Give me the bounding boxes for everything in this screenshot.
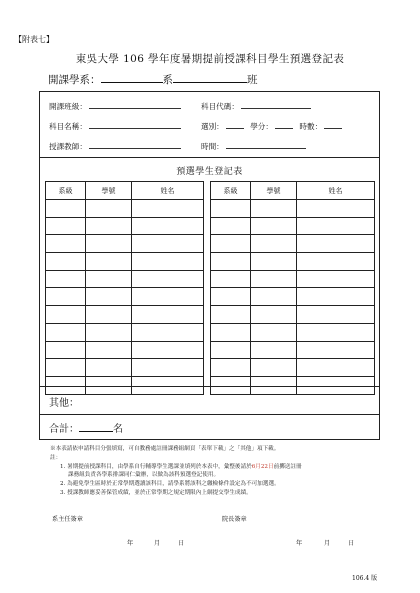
course-name-label: 科目名稱： <box>49 122 87 131</box>
entry-cell[interactable] <box>46 270 86 288</box>
note-item-1-text: 1. 暑期提前授課科目，由學系自行輔導學生選課並填列於本表中，彙整後請於 <box>60 464 252 470</box>
dept-date-year: 年 <box>127 540 134 547</box>
column-gap <box>204 235 211 253</box>
dept-date-month: 月 <box>154 540 161 547</box>
entry-cell[interactable] <box>132 341 204 359</box>
total-label: 合計： <box>49 424 79 435</box>
entry-cell[interactable] <box>211 306 251 324</box>
table-row <box>46 270 375 288</box>
column-gap <box>204 323 211 341</box>
dept-blank[interactable] <box>101 72 163 83</box>
table-row <box>46 359 375 377</box>
column-gap <box>204 288 211 306</box>
entry-cell[interactable] <box>46 323 86 341</box>
col-header-name-right: 姓名 <box>297 182 375 200</box>
col-header-id-right: 學號 <box>251 182 297 200</box>
entry-cell[interactable] <box>211 235 251 253</box>
code-label: 科目代碼： <box>201 102 239 111</box>
hours-label: 時數： <box>299 122 323 131</box>
info-row-2b <box>201 120 342 132</box>
credit-field[interactable] <box>275 120 293 129</box>
entry-cell[interactable] <box>251 270 297 288</box>
note-item-1-cont: 課務組負責各學系排課同仁彙辦，以做為該科預選登記使用。 <box>68 472 220 478</box>
class-suffix: 班 <box>247 74 258 86</box>
dean-date-month: 月 <box>324 540 331 547</box>
entry-cell[interactable] <box>297 288 375 306</box>
entry-cell[interactable] <box>297 253 375 271</box>
entry-cell[interactable] <box>46 306 86 324</box>
code-field[interactable] <box>241 100 311 109</box>
info-divider <box>39 157 380 158</box>
note-item-1-text-b: 前擲送註冊 <box>273 464 302 470</box>
version-label: 106.4 版 <box>352 575 378 582</box>
dean-date-day: 日 <box>348 540 355 547</box>
entry-cell[interactable] <box>251 306 297 324</box>
total-line <box>49 420 123 435</box>
column-gap <box>204 341 211 359</box>
column-gap <box>204 306 211 324</box>
entry-cell[interactable] <box>86 306 132 324</box>
info-row-2 <box>49 120 181 132</box>
entry-cell[interactable] <box>211 200 251 218</box>
dept-label: 開課學系： <box>48 74 101 86</box>
class-label: 開課班級： <box>49 102 87 111</box>
entry-cell[interactable] <box>297 200 375 218</box>
info-row-3 <box>49 140 181 152</box>
entry-cell[interactable] <box>211 359 251 377</box>
dept-date-day: 日 <box>178 540 185 547</box>
other-divider <box>39 414 380 415</box>
entry-cell[interactable] <box>46 217 86 235</box>
hours-field[interactable] <box>324 120 342 129</box>
info-row-3b <box>201 140 306 152</box>
entry-cell[interactable] <box>251 200 297 218</box>
note-download: ※本表請依申請科目分張填寫，可自教務處註冊課務組網頁「表單下載」之「其他」項下載。 <box>50 446 280 452</box>
dept-suffix: 系 <box>162 74 173 86</box>
entry-cell[interactable] <box>132 288 204 306</box>
column-gap <box>204 200 211 218</box>
col-header-name-left: 姓名 <box>132 182 204 200</box>
dept-head-signature-label: 系主任簽章 <box>52 516 83 523</box>
table-row <box>46 341 375 359</box>
entry-cell[interactable] <box>251 288 297 306</box>
other-line <box>49 394 79 409</box>
other-label: 其他： <box>49 398 79 409</box>
info-row-1 <box>49 100 181 112</box>
column-gap <box>204 182 211 200</box>
info-row-1b <box>201 100 311 112</box>
entry-cell[interactable] <box>132 323 204 341</box>
category-field[interactable] <box>226 120 244 129</box>
note-heading: 註： <box>50 455 62 461</box>
table-row <box>46 235 375 253</box>
entry-cell[interactable] <box>251 341 297 359</box>
entry-cell[interactable] <box>297 270 375 288</box>
table-bottom-divider <box>39 386 380 387</box>
entry-cell[interactable] <box>132 235 204 253</box>
category-label: 選別： <box>201 122 224 131</box>
col-header-dept-right: 系級 <box>211 182 251 200</box>
entry-cell[interactable] <box>211 270 251 288</box>
entry-cell[interactable] <box>297 341 375 359</box>
teacher-label: 授課教師： <box>49 142 87 151</box>
deadline-date: 6月22日 <box>251 464 274 470</box>
time-label: 時間： <box>201 142 224 151</box>
table-header-row <box>46 182 375 200</box>
entry-cell[interactable] <box>46 200 86 218</box>
entry-cell[interactable] <box>132 270 204 288</box>
table-row <box>46 288 375 306</box>
entry-cell[interactable] <box>46 253 86 271</box>
entry-cell[interactable] <box>251 359 297 377</box>
entry-cell[interactable] <box>46 288 86 306</box>
entry-cell[interactable] <box>86 217 132 235</box>
column-gap <box>204 217 211 235</box>
total-blank[interactable] <box>79 421 113 432</box>
entry-cell[interactable] <box>297 359 375 377</box>
note-item-1 <box>60 462 302 470</box>
col-header-dept-left: 系級 <box>46 182 86 200</box>
table-row <box>46 200 375 218</box>
column-gap <box>204 270 211 288</box>
note-item-3: 3. 授課教師應妥善保管成績，並於正常學期之規定期限內上網提交學生成績。 <box>60 490 252 496</box>
entry-cell[interactable] <box>132 253 204 271</box>
entry-cell[interactable] <box>86 270 132 288</box>
registration-title: 預選學生登記表 <box>176 167 243 177</box>
entry-cell[interactable] <box>297 217 375 235</box>
table-row <box>46 253 375 271</box>
dept-line <box>48 72 258 87</box>
column-gap <box>204 359 211 377</box>
page-title: 東吳大學 106 學年度暑期提前授課科目學生預選登記表 <box>75 53 345 65</box>
dean-date-year: 年 <box>296 540 303 547</box>
entry-cell[interactable] <box>86 341 132 359</box>
entry-cell[interactable] <box>297 306 375 324</box>
registration-table <box>45 181 375 395</box>
entry-cell[interactable] <box>86 359 132 377</box>
entry-cell[interactable] <box>46 359 86 377</box>
entry-cell[interactable] <box>211 341 251 359</box>
entry-cell[interactable] <box>251 323 297 341</box>
table-row <box>46 306 375 324</box>
entry-cell[interactable] <box>86 288 132 306</box>
teacher-field[interactable] <box>89 140 181 149</box>
entry-cell[interactable] <box>46 235 86 253</box>
entry-cell[interactable] <box>86 200 132 218</box>
column-gap <box>204 253 211 271</box>
course-name-field[interactable] <box>89 120 181 129</box>
entry-cell[interactable] <box>211 288 251 306</box>
note-item-2: 2. 為避免學生區時於正常學期選讀該科目，請學系將該科之繳檢條件設定為不可加選選。 <box>60 481 280 487</box>
entry-cell[interactable] <box>132 359 204 377</box>
entry-cell[interactable] <box>46 341 86 359</box>
appendix-tag: 【附表七】 <box>14 35 54 44</box>
class-blank[interactable] <box>173 72 247 83</box>
entry-cell[interactable] <box>211 253 251 271</box>
time-field[interactable] <box>226 140 306 149</box>
entry-cell[interactable] <box>251 253 297 271</box>
entry-cell[interactable] <box>251 235 297 253</box>
entry-cell[interactable] <box>86 235 132 253</box>
table-row <box>46 323 375 341</box>
table-row <box>46 217 375 235</box>
dean-signature-label: 院長簽章 <box>222 516 247 523</box>
entry-cell[interactable] <box>251 217 297 235</box>
entry-cell[interactable] <box>132 306 204 324</box>
entry-cell[interactable] <box>297 235 375 253</box>
entry-cell[interactable] <box>211 217 251 235</box>
col-header-id-left: 學號 <box>86 182 132 200</box>
credit-label: 學分： <box>250 122 273 131</box>
entry-cell[interactable] <box>86 253 132 271</box>
entry-cell[interactable] <box>132 217 204 235</box>
class-field[interactable] <box>89 100 181 109</box>
entry-cell[interactable] <box>132 200 204 218</box>
entry-cell[interactable] <box>86 323 132 341</box>
total-unit: 名 <box>113 424 123 435</box>
entry-cell[interactable] <box>211 323 251 341</box>
entry-cell[interactable] <box>297 323 375 341</box>
